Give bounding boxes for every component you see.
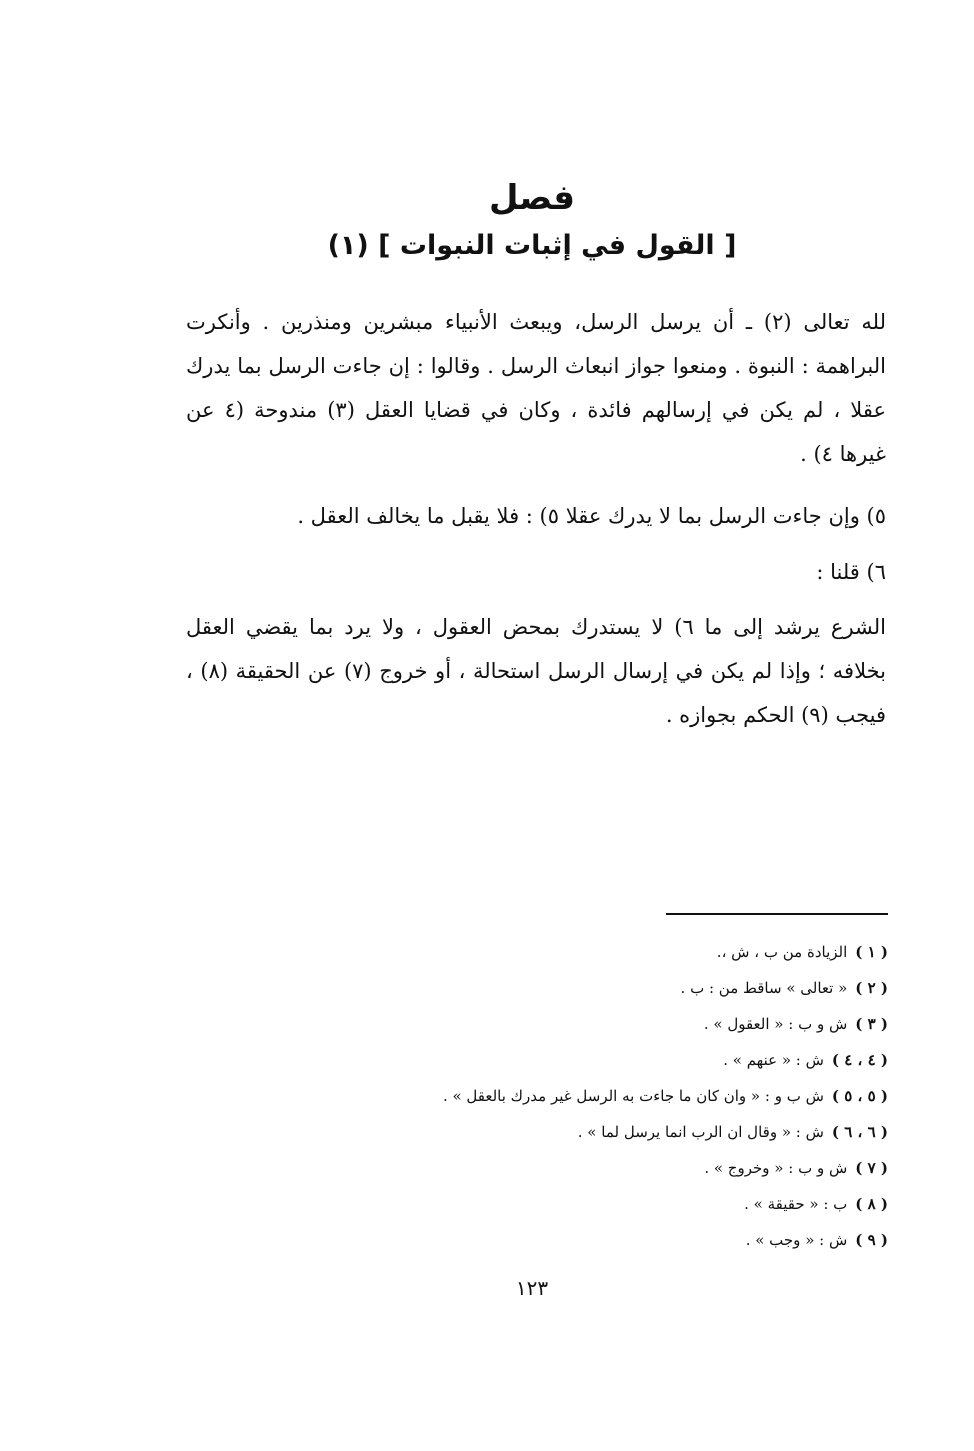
- footnote-number: ( ٢ ): [855, 979, 888, 997]
- footnote-text: ش : « وجب » .: [745, 1231, 848, 1249]
- body-paragraph-1: لله تعالى (٢) ـ أن يرسل الرسل، ويبعث الأنبياء مبشرين ومنذرين . وأنكرت البراهمة : النبوة . ومنعوا جواز انبعاث الرسل . وقالوا : إن جاءت الرسل بما يدرك عقلا ، لم يكن في إرسالهم فائدة ، وكان في قضايا العقل (٣) مندوحة (٤ عن غيرها ٤) .: [186, 310, 886, 466]
- footnote-text: الزيادة من ب ، ش ،.: [716, 943, 848, 961]
- footnote-text: ش و ب : « وخروج » .: [704, 1159, 848, 1177]
- page-number: ١٢٣: [515, 1276, 549, 1300]
- footnote-number: ( ٦ ، ٦ ): [831, 1123, 888, 1141]
- section-subtitle: [ القول في إثبات النبوات ] (١): [327, 230, 737, 261]
- footnote-number: ( ٩ ): [855, 1231, 888, 1249]
- footnote-number: ( ١ ): [855, 943, 888, 961]
- footnote-item: [268, 934, 888, 970]
- footnote-text: ش و ب : « العقول » .: [703, 1015, 848, 1033]
- footnote-list: [268, 934, 888, 1258]
- footnote-text: ش : « وقال ان الرب انما يرسل لما » .: [577, 1123, 824, 1141]
- footnote-number: ( ٣ ): [855, 1015, 888, 1033]
- footnote-text: ش ب و : « وان كان ما جاءت به الرسل غير مدرك بالعقل » .: [442, 1087, 824, 1105]
- footnote-item: [268, 1078, 888, 1114]
- footnote-item: [268, 1186, 888, 1222]
- footnote-separator: [666, 913, 888, 915]
- footnote-number: ( ٤ ، ٤ ): [831, 1051, 888, 1069]
- footnote-number: ( ٥ ، ٥ ): [831, 1087, 888, 1105]
- body-paragraph-2: ٥) وإن جاءت الرسل بما لا يدرك عقلا ٥) : فلا يقبل ما يخالف العقل .: [297, 504, 886, 528]
- body-paragraph-3: ٦) قلنا :: [816, 560, 886, 584]
- footnote-number: ( ٨ ): [855, 1195, 888, 1213]
- footnote-text: ش : « عنهم » .: [723, 1051, 824, 1069]
- footnote-item: [268, 1042, 888, 1078]
- footnote-text: ب : « حقيقة » .: [744, 1195, 848, 1213]
- body-paragraph-4: الشرع يرشد إلى ما ٦) لا يستدرك بمحض العقول ، ولا يرد بما يقضي العقل بخلافه ؛ وإذا لم يكن في إرسال الرسل استحالة ، أو خروج (٧) عن الحقيقة (٨) ، فيجب (٩) الحكم بجوازه .: [186, 615, 887, 727]
- section-title: فصل: [488, 178, 576, 218]
- footnote-number: ( ٧ ): [855, 1159, 888, 1177]
- footnote-item: [268, 970, 888, 1006]
- footnote-text: « تعالى » ساقط من : ب .: [680, 979, 848, 997]
- footnote-item: [268, 1006, 888, 1042]
- footnote-item: [268, 1114, 888, 1150]
- footnote-item: [268, 1150, 888, 1186]
- footnote-item: [268, 1222, 888, 1258]
